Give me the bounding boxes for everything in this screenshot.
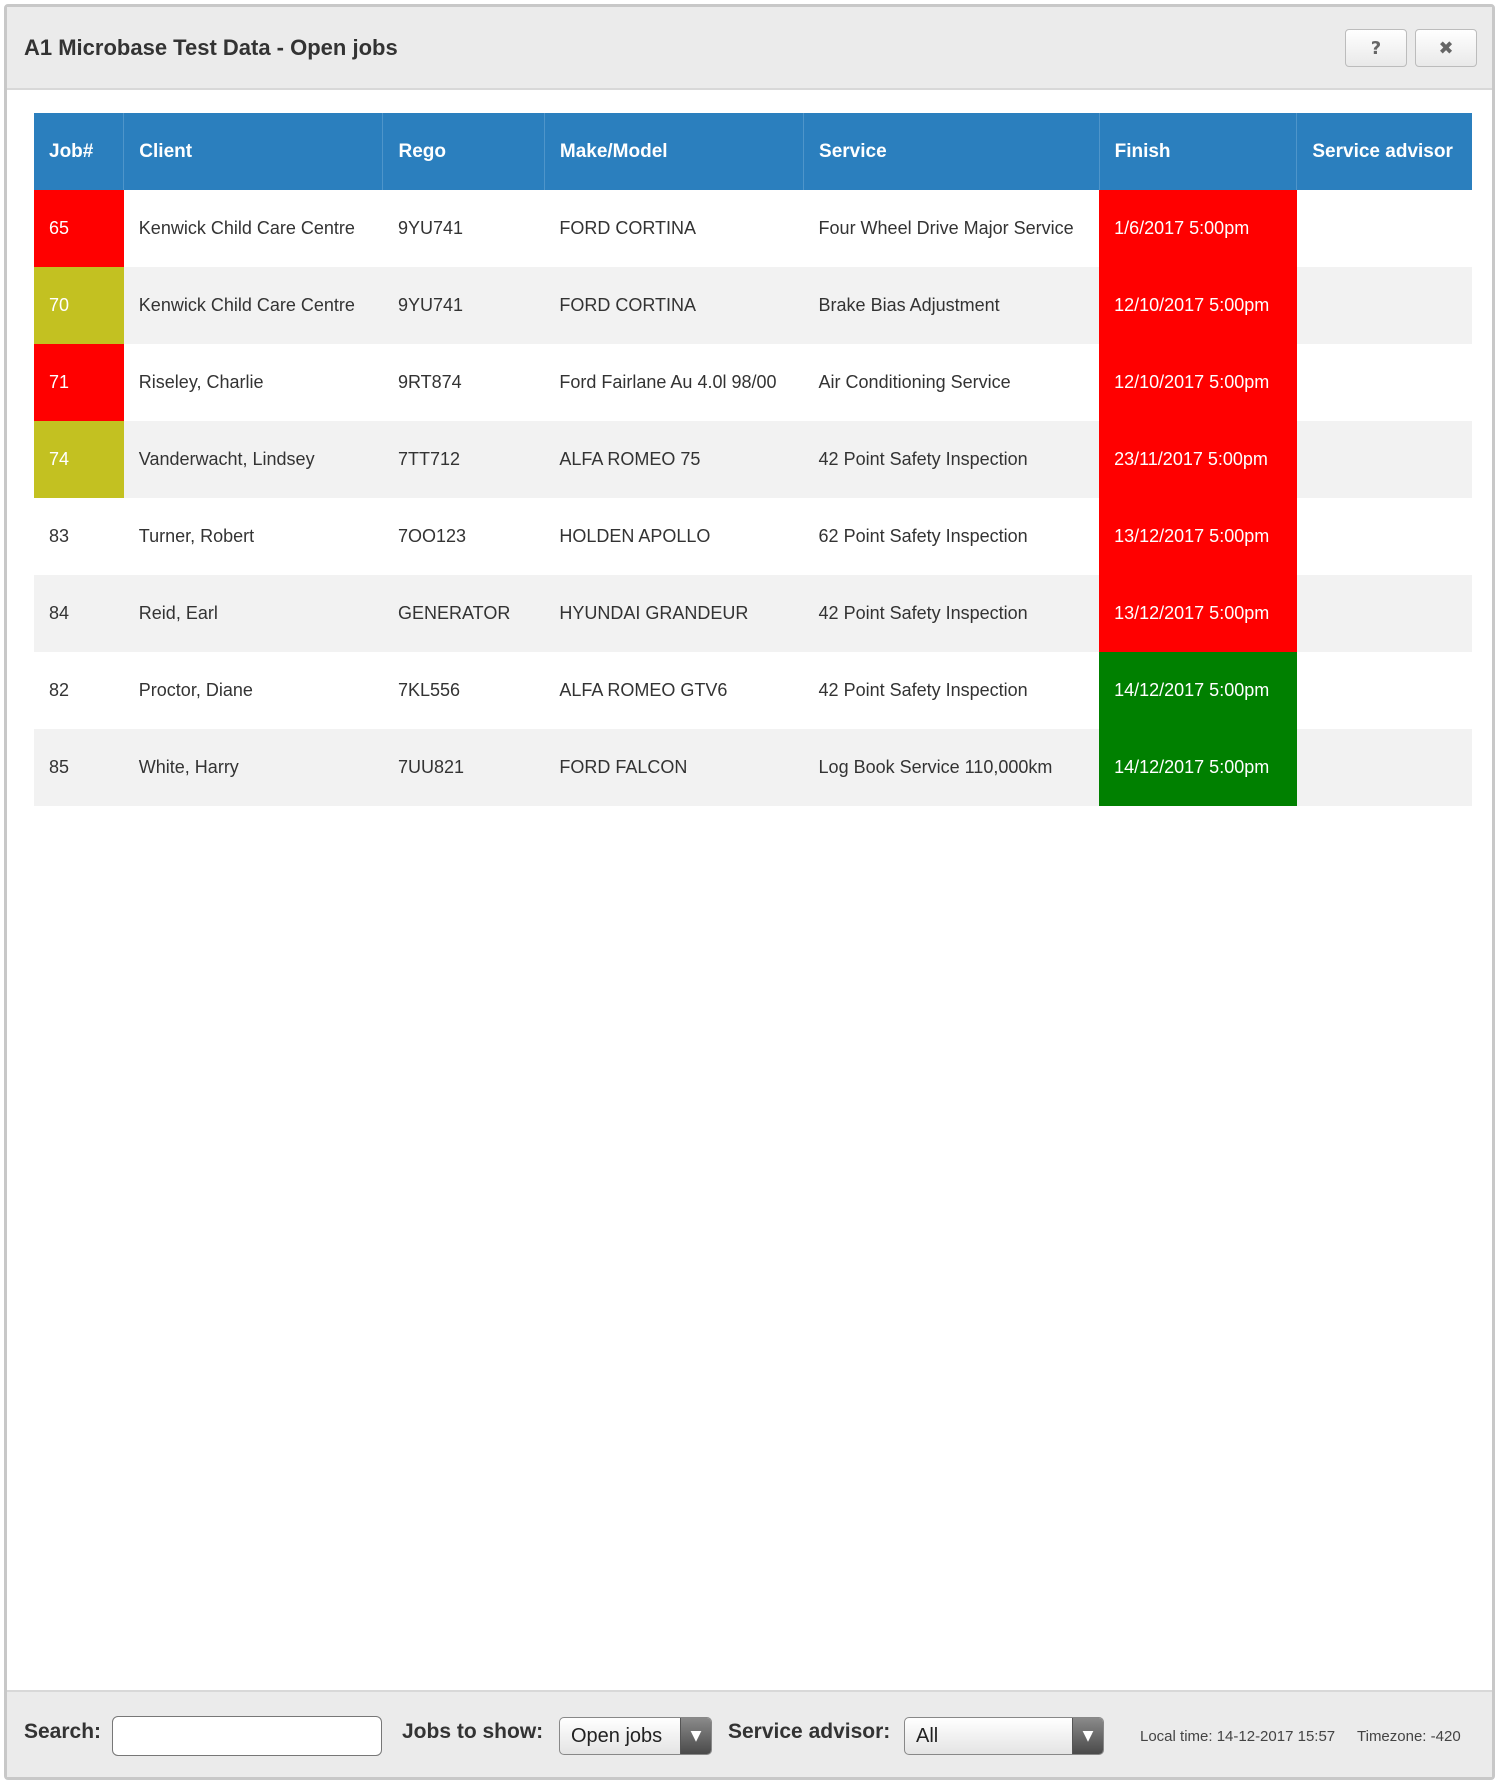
cell-service-advisor	[1297, 421, 1472, 498]
cell-client: Kenwick Child Care Centre	[124, 190, 383, 267]
cell-finish: 23/11/2017 5:00pm	[1099, 421, 1297, 498]
local-time-text: Local time: 14-12-2017 15:57	[1140, 1728, 1336, 1745]
cell-finish: 14/12/2017 5:00pm	[1099, 652, 1297, 729]
cell-rego: 9YU741	[383, 190, 544, 267]
cell-finish: 13/12/2017 5:00pm	[1099, 498, 1297, 575]
jobs-to-show-value: Open jobs	[571, 1725, 663, 1747]
cell-service: 42 Point Safety Inspection	[804, 421, 1100, 498]
window-title: A1 Microbase Test Data - Open jobs	[24, 35, 398, 60]
cell-service: Brake Bias Adjustment	[804, 267, 1100, 344]
cell-job: 82	[34, 652, 124, 729]
column-header-service-advisor[interactable]: Service advisor	[1297, 113, 1472, 190]
column-header-finish[interactable]: Finish	[1099, 113, 1297, 190]
column-header-service[interactable]: Service	[804, 113, 1100, 190]
cell-job: 74	[34, 421, 124, 498]
cell-client: White, Harry	[124, 729, 383, 806]
cell-service-advisor	[1297, 344, 1472, 421]
search-input[interactable]	[112, 1716, 382, 1756]
cell-rego: 7TT712	[383, 421, 544, 498]
close-button[interactable]	[1415, 29, 1477, 67]
cell-job: 84	[34, 575, 124, 652]
column-header-make-model[interactable]: Make/Model	[544, 113, 803, 190]
cell-service-advisor	[1297, 652, 1472, 729]
jobs-table-container	[34, 113, 1472, 806]
timezone-text: Timezone: -420	[1357, 1728, 1461, 1745]
service-advisor-value: All	[916, 1725, 939, 1747]
column-header-client[interactable]: Client	[124, 113, 383, 190]
cell-rego: GENERATOR	[383, 575, 544, 652]
cell-client: Kenwick Child Care Centre	[124, 267, 383, 344]
cell-finish: 1/6/2017 5:00pm	[1099, 190, 1297, 267]
cell-make-model: FORD CORTINA	[544, 190, 803, 267]
cell-make-model: ALFA ROMEO 75	[544, 421, 803, 498]
cell-service-advisor	[1297, 267, 1472, 344]
cell-service-advisor	[1297, 190, 1472, 267]
cell-client: Riseley, Charlie	[124, 344, 383, 421]
table-row[interactable]	[34, 190, 1472, 267]
cell-service: 62 Point Safety Inspection	[804, 498, 1100, 575]
dropdown-arrow-icon: ▼	[1072, 1718, 1103, 1754]
column-header-rego[interactable]: Rego	[383, 113, 544, 190]
cell-rego: 7OO123	[383, 498, 544, 575]
table-row[interactable]	[34, 652, 1472, 729]
cell-make-model: FORD CORTINA	[544, 267, 803, 344]
cell-make-model: Ford Fairlane Au 4.0l 98/00	[544, 344, 803, 421]
cell-client: Reid, Earl	[124, 575, 383, 652]
cell-rego: 9RT874	[383, 344, 544, 421]
cell-job: 85	[34, 729, 124, 806]
cell-finish: 12/10/2017 5:00pm	[1099, 267, 1297, 344]
table-row[interactable]	[34, 344, 1472, 421]
search-label: Search:	[24, 1720, 102, 1743]
jobs-table	[34, 113, 1472, 806]
cell-rego: 7UU821	[383, 729, 544, 806]
cell-service-advisor	[1297, 498, 1472, 575]
cell-rego: 7KL556	[383, 652, 544, 729]
cell-service: 42 Point Safety Inspection	[804, 652, 1100, 729]
cell-make-model: ALFA ROMEO GTV6	[544, 652, 803, 729]
table-row[interactable]	[34, 267, 1472, 344]
open-jobs-window	[4, 4, 1495, 1780]
cell-make-model: FORD FALCON	[544, 729, 803, 806]
service-advisor-select[interactable]	[904, 1717, 1104, 1755]
cell-client: Proctor, Diane	[124, 652, 383, 729]
title-bar	[7, 7, 1492, 90]
footer-bar	[7, 1690, 1492, 1777]
cell-service: 42 Point Safety Inspection	[804, 575, 1100, 652]
service-advisor-label: Service advisor:	[728, 1720, 891, 1743]
cell-finish: 14/12/2017 5:00pm	[1099, 729, 1297, 806]
table-row[interactable]	[34, 575, 1472, 652]
jobs-to-show-label: Jobs to show:	[402, 1720, 544, 1743]
cell-rego: 9YU741	[383, 267, 544, 344]
cell-service: Four Wheel Drive Major Service	[804, 190, 1100, 267]
cell-job: 71	[34, 344, 124, 421]
cell-job: 70	[34, 267, 124, 344]
cell-service: Air Conditioning Service	[804, 344, 1100, 421]
cell-finish: 12/10/2017 5:00pm	[1099, 344, 1297, 421]
question-icon: ?	[1370, 37, 1382, 59]
close-icon: ✖	[1438, 37, 1454, 59]
cell-job: 65	[34, 190, 124, 267]
table-row[interactable]	[34, 421, 1472, 498]
cell-make-model: HOLDEN APOLLO	[544, 498, 803, 575]
cell-client: Turner, Robert	[124, 498, 383, 575]
cell-service: Log Book Service 110,000km	[804, 729, 1100, 806]
cell-service-advisor	[1297, 575, 1472, 652]
table-row[interactable]	[34, 729, 1472, 806]
cell-service-advisor	[1297, 729, 1472, 806]
cell-job: 83	[34, 498, 124, 575]
jobs-to-show-select[interactable]	[559, 1717, 712, 1755]
dropdown-arrow-icon: ▼	[680, 1718, 711, 1754]
cell-client: Vanderwacht, Lindsey	[124, 421, 383, 498]
cell-finish: 13/12/2017 5:00pm	[1099, 575, 1297, 652]
table-header-row	[34, 113, 1472, 190]
column-header-job[interactable]: Job#	[34, 113, 124, 190]
cell-make-model: HYUNDAI GRANDEUR	[544, 575, 803, 652]
table-row[interactable]	[34, 498, 1472, 575]
help-button[interactable]	[1345, 29, 1407, 67]
